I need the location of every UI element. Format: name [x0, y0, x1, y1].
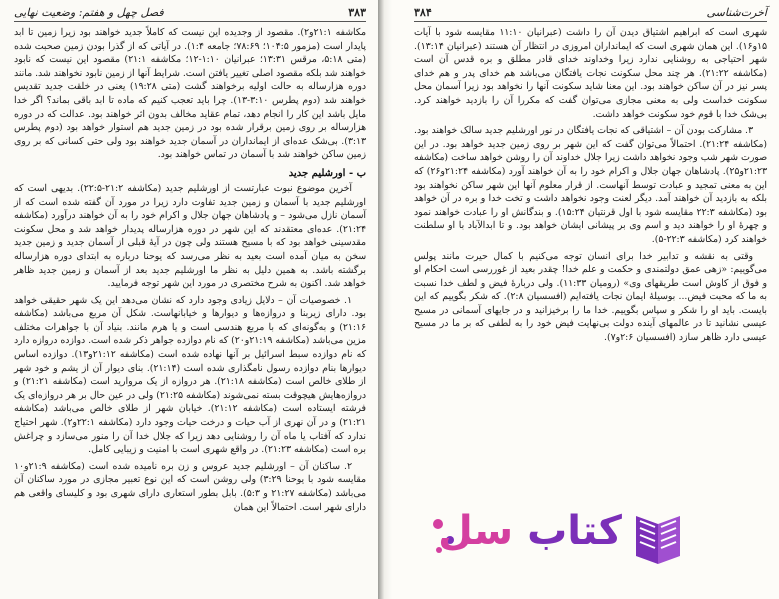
- right-page-header: [414, 6, 767, 22]
- paragraph: شهری است که ابراهیم اشتیاق دیدن آن را داشت (عبرانیان ۱۱:۱۰ مقایسه شود با آیات ۱۵و۱۶). این همان شهری است که ایمانداران امروزی در انتظار آن هستند (عبرانیان ۱۳:۱۴). شهر احتیاجی به روشنایی ندارد زیرا وخداوند خدای قادر مطلق و بره قدس آن است (مکاشفه ۲۱:۲۲). هر چند محل سکونت نجات یافتگان می‌باشد هم خدای پدر و هم خدای پسر نیز در آن ساکن خواهند بود. این معنا شاید سکونت آنها را نخواهد بود زیرا آسمان محل سکونت خداست ولی به معنی مجازی می‌توان گفت که مکررا آن را بازدید خواهند کرد. بی‌شک خدا با قوم خود سکونت خواهد داشت.: [414, 27, 767, 120]
- book-gutter: [378, 0, 392, 599]
- page-number: ۳۸۴: [414, 6, 432, 19]
- paragraph: ۲. ساکنان آن – اورشلیم جدید عروس و زن بره نامیده شده است (مکاشفه ۲۱:۹و۱۰ مقایسه شود با یوحنا ۳:۲۹) ولی روشن است که این نوع تعبیر مجازی در مورد ساکنان آن می‌باشد (مکاشفه ۲۱:۲۷ و ۵:۳). بابل بطور استعاری دارای شهری بود و کلیسای واقعی هم دارای شهر است. احتمالاً این همان: [14, 460, 367, 513]
- watermark-text-main: کتاب: [527, 508, 622, 554]
- book-icon: [630, 508, 686, 568]
- left-page-header: [14, 6, 366, 22]
- paragraph: وقتی به نقشه و تدابیر خدا برای انسان توجه می‌کنیم با کمال حیرت مانند پولس می‌گوییم: «زهی عمق دولتمندی و حکمت و علم خدا! چقدر بعید از غوررسی است احکام او و فوق از کاوش است طریقهای وی» (رومیان ۱۱:۳۳). ولی دربارهٔ فیض و لطف خدا نسبت به ما که محبت فیض... بوسیلهٔ ایمان نجات یافته‌ایم (افسسیان ۲:۸). که شکر بگوییم که این بایست. باید او را شکر و سپاس بگوییم. خدا ما را برخیزانید و در جایهای آسمانی در مسیح عیسی نشانید تا در عالمهای آینده دولت بی‌نهایت فیض خود را به لطفی که بر ما در مسیح عیسی دارد ظاهر سازد (افسسیان ۲:۶و۷).: [414, 250, 767, 344]
- watermark-logo: [430, 504, 695, 574]
- watermark-text: [430, 508, 630, 554]
- paragraph: ۳. مشارکت بودن آن – اشتیاقی که نجات یافتگان در نور اورشلیم جدید سالک خواهند بود. (مکاشفه ۲۱:۲۴). احتمالاً می‌توان گفت که این شهر بر روی زمین جدید خواهد بود. در این صورت شهر شب وجود نخواهد داشت زیرا جلال خداوند آن را روشن خواهد ساخت (مکاشفه ۲۱:۲۳و۲۵). پادشاهان جهان جلال و اکرام خود را به آن خواهند آورد (مکاشفه ۲۱:۲۴و۲۶) که این به معنی تمجید و عبادت توسط آنهاست. از قرار معلوم آنها این شهر ساکن نخواهند بود بلکه به بازدید آن خواهند آمد. دیگر لعنت وجود نخواهد داشت و تخت خدا و بره در آن خواهد بود (مکاشفه ۲۲:۳ مقایسه شود با اول قرنتیان ۱۵:۲۴). و بندگانش او را عبادت خواهند نمود و چهرهٔ او را خواهند دید و اسم وی بر پیشانی ایشان خواهد بود. و تا ابدالآباد با او سلطنت خواهند کرد (مکاشفه ۲۲:۳-۵).: [414, 125, 767, 245]
- paragraph: ۱. خصوصیات آن – دلایل زیادی وجود دارد که نشان می‌دهد این یک شهر حقیقی خواهد بود. دارای زیربنا و دروازه‌ها و دیوارها و خیابانهاست. شکل آن مربع می‌باشد (مکاشفه ۲۱:۱۶) و به‌گونه‌ای که با مربع هندسی است و یا هرم مانند. بنیاد آن با جواهرات مختلف مزین می‌باشد (مکاشفه ۲۱:۱۹و۲۰) که نام دوازده جواهر ذکر شده است. دوازده دروازه دارد که نام دوازده سبط اسرائیل بر آنها نهاده شده است (مکاشفه ۲۱:۱۲و۱۳). دوازده اساس دیوارها بنام دوازده رسول نامگذاری شده است (۲۱:۱۴). بنای دیوار آن از یشم و خود شهر از طلای خالص است (مکاشفه ۲۱:۱۸). هر دروازه از یک مروارید است (مکاشفه ۲۱:۲۱) و دروازه‌هایش هیچوقت بسته نمی‌شوند (مکاشفه ۲۱:۲۵) ولی در عین حال بر هر دروازه‌ای یک فرشته ایستاده است (مکاشفه ۲۱:۱۲). خیابان شهر از طلای خالص می‌باشد (مکاشفه ۲۱:۲۱) و در آن نهری از آب حیات و درخت حیات وجود دارد (مکاشفه ۲۲:۱و۲). شهر احتیاج ندارد که آفتاب یا ماه آن را روشنایی دهد زیرا که جلال خدا آن را منور می‌سازد و چراغش بره است (مکاشفه ۲۱:۲۳). در واقع شهری است با امنیت و زیبایی کامل.: [14, 294, 367, 456]
- left-page: [0, 0, 378, 599]
- watermark-text-accent: سل: [438, 508, 514, 554]
- paragraph: آخرین موضوع نبوت عبارتست از اورشلیم جدید (مکاشفه ۲۱:۲-۲۲:۵). بدیهی است که اورشلیم جدید با آسمان و زمین جدید تفاوت دارد زیرا در مورد آن گفته شده است که از آسمان نازل می‌شود – و پادشاهان جهان جلال و اکرام خود را به آن خواهند درآورد (مکاشفه ۲۱:۲۴). عده‌ای معتقدند که این شهر در دوره هزارساله پدیدار خواهد شد و محل سکونت مقدسینی خواهد بود که با مسیح هستند ولی چون در آیهٔ قبلی از آسمان جدید و زمین جدید سخن به میان آمده است بعید به نظر می‌رسد که یوحنا درباره به ابتدای دوره هزارساله برگشته باشد. به همین دلیل به نظر ما اورشلیم جدید بعد از آسمان و زمین جدید ظاهر خواهد شد. اکنون به شرح مختصری در مورد این شهر توجه فرمایید.: [14, 182, 366, 290]
- paragraph: مکاشفه ۲۱:۱و۲). مقصود از وجدیده این نیست که کاملاً جدید خواهند بود زیرا زمین تا ابد پایدار است (مزمور ۱۰۴:۵؛ ۷۸:۶۹؛ جامعه ۱:۴). در آیاتی که از گذرا بودن زمین صحبت شده (متی ۵:۱۸، مرقس ۱۳:۳۱؛ عبرانیان ۱:۱۰-۱۲؛ مکاشفه ۲۱:۱) مقصود این نیست که نابود خواهند شد بلکه مقصود اصلی تغییر یافتن است. شرایط آنها از زمین نابود نخواهند شد. مانند دوره هزارساله به حالت اولیه برخواهند گشت (متی ۱۹:۲۸) یعنی در خلقت جدید تقدیس خواهند شد (دوم پطرس ۳:۱۰-۱۳). چرا باید تعجب کنیم که ماده تا ابد باقی بماند؟ اگر خدا مایل باشد این کار را انجام دهد، تمام عقاید مخالف بدون اثر خواهند بود. عدالت که در دوره هزارساله بر روی زمین برقرار شده بود در زمین جدید هم استوار خواهد بود (دوم پطرس ۳:۱۳). بی‌شک عده‌ای از ایمانداران در آسمان جدید خواهند بود ولی حتی کسانی که بر روی زمین ساکن خواهند شد با آسمان در تماس خواهند بود.: [14, 27, 367, 161]
- section-heading: ب - اورشلیم جدید: [288, 167, 366, 179]
- running-title: فصل چهل و هفتم: وضعیت نهایی: [14, 6, 164, 19]
- running-title: آخرت‌شناسی: [706, 6, 767, 19]
- page-number: ۳۸۳: [348, 6, 366, 19]
